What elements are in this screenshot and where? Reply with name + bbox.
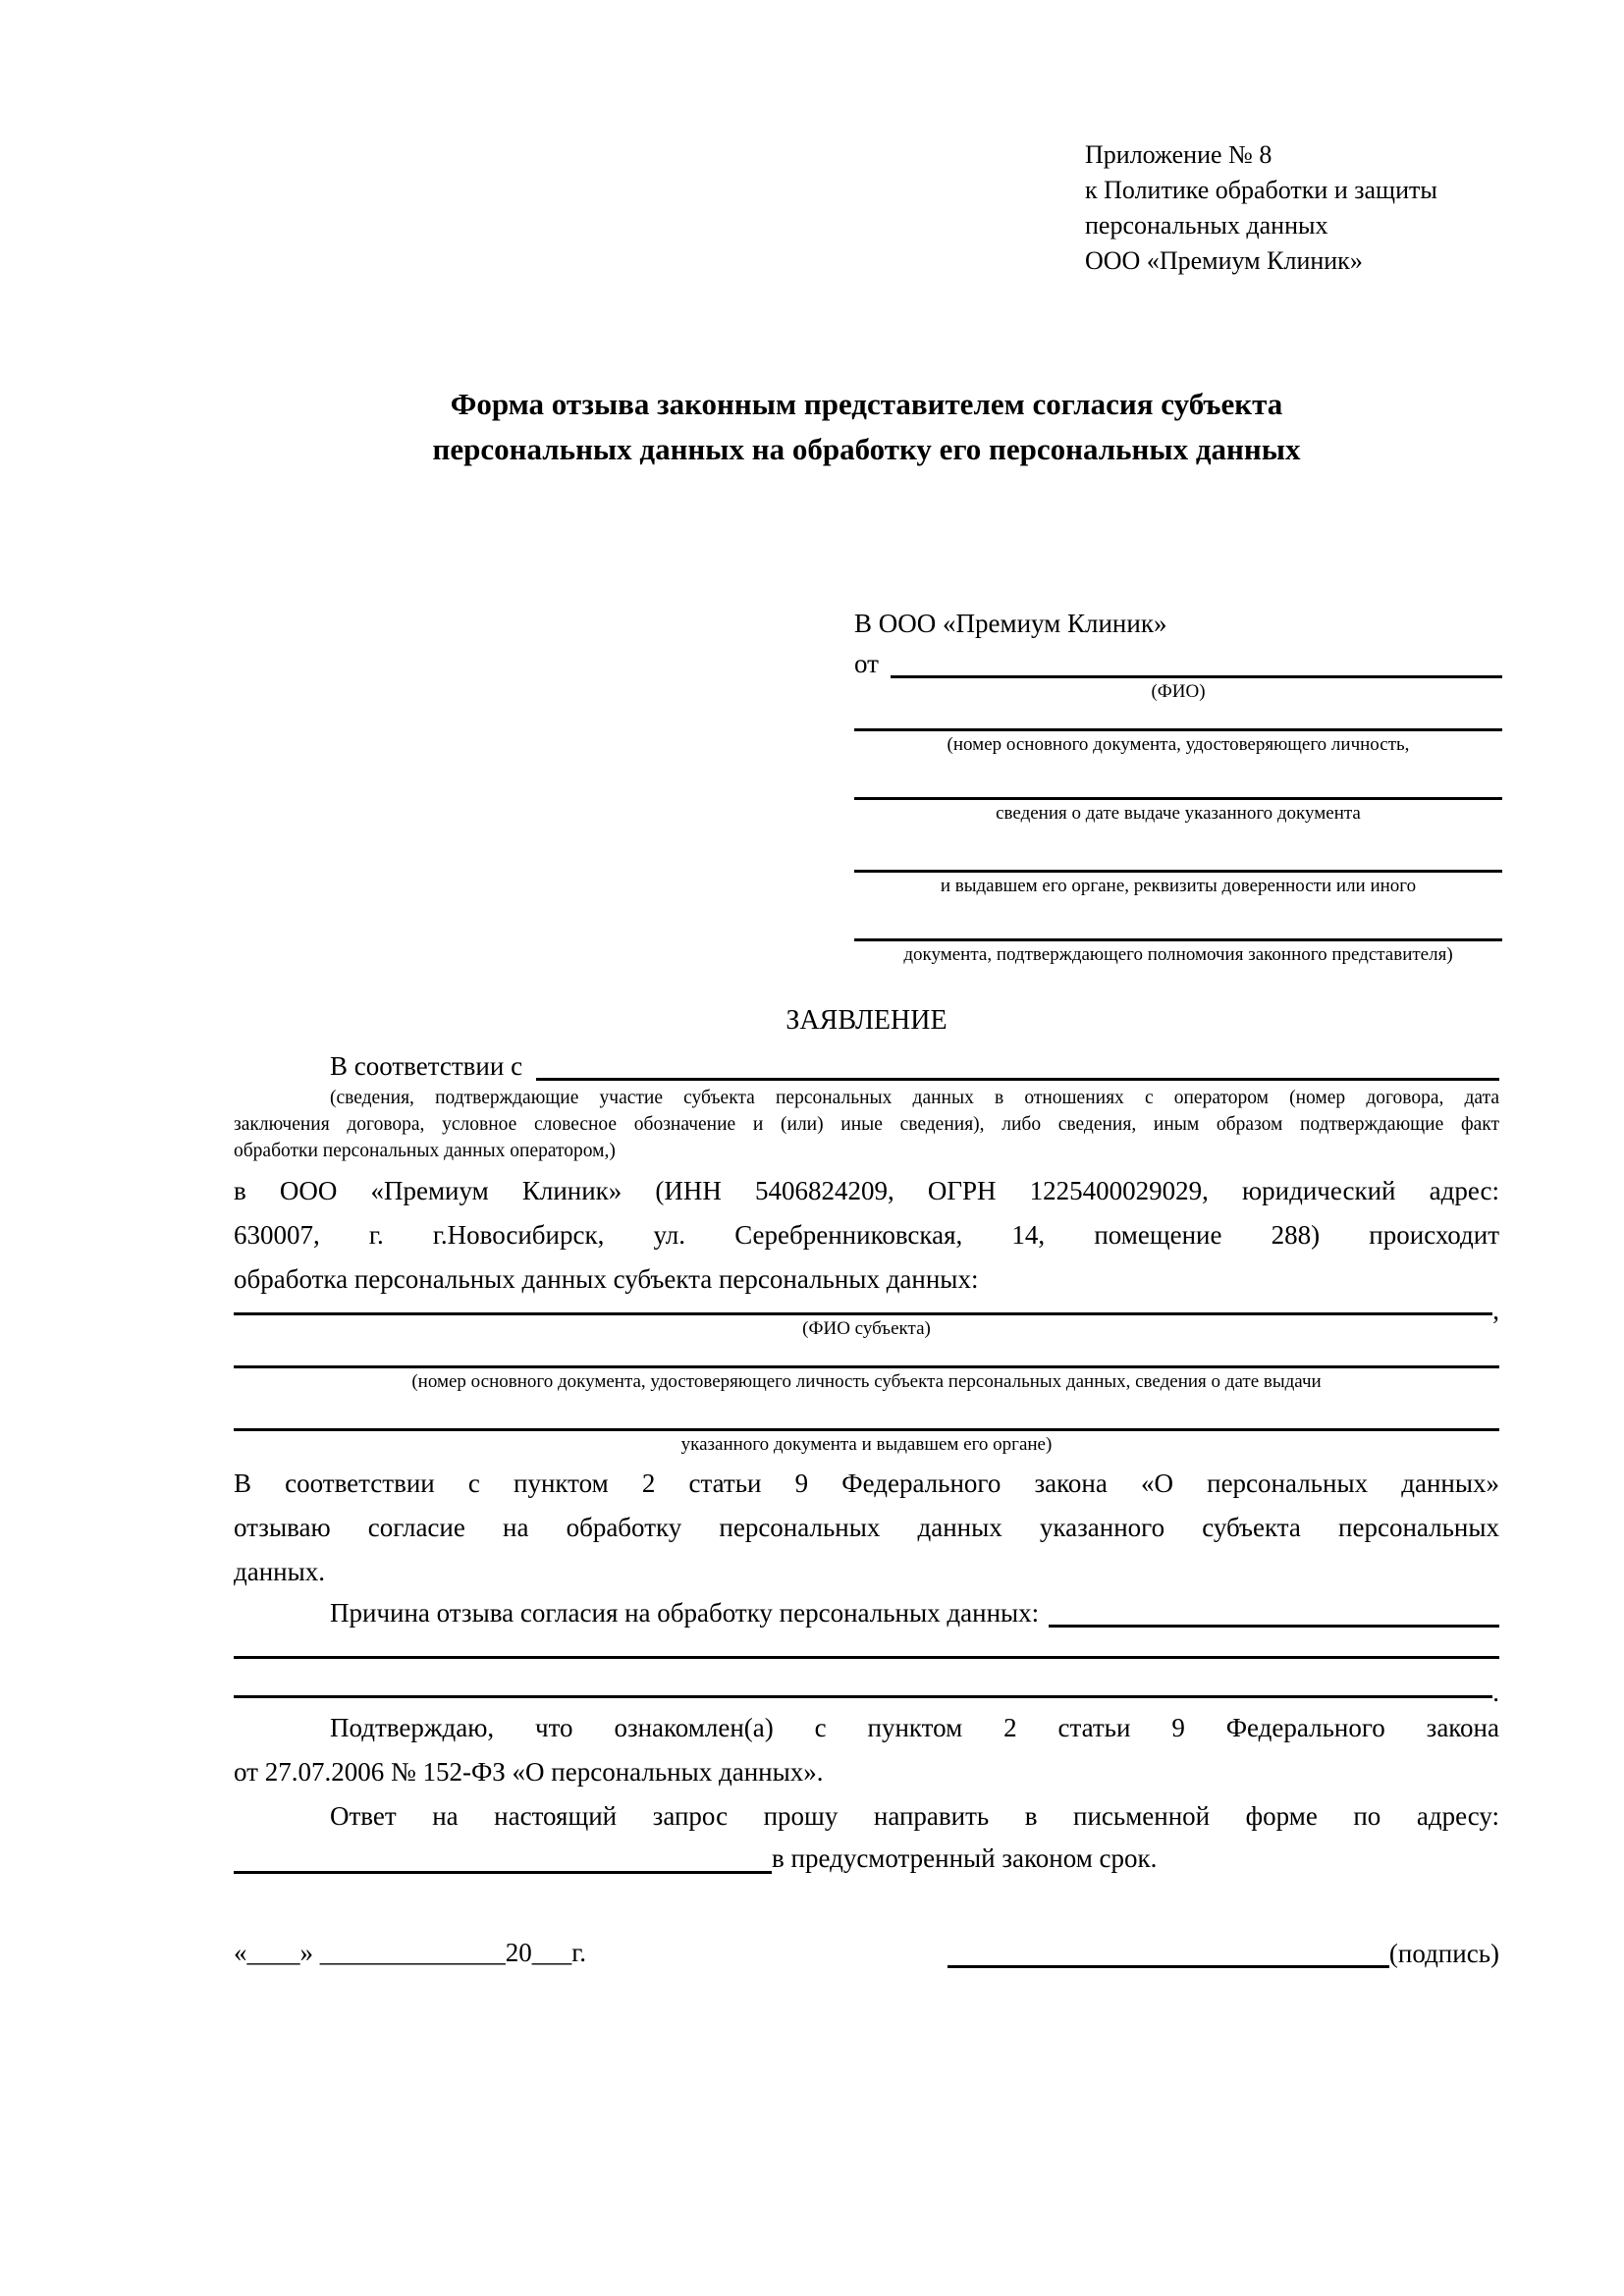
representative-doc-blank-4 — [854, 898, 1502, 941]
operator-paragraph: в ООО «Премиум Клиник» (ИНН 5406824209, ОГРН 1225400029029, юридический адрес: 630007, г. г.Новосибирск, ул. Серебренниковская, 14, помещение 288) происходит обработка персональных данных субъекта персональных данных: — [234, 1176, 1499, 1294]
recipient-organization: В ООО «Премиум Клиник» — [854, 609, 1167, 638]
accordance-blank-line — [536, 1047, 1499, 1081]
subject-fio-row — [234, 1296, 1499, 1325]
reason-blank-line-2 — [234, 1628, 1499, 1659]
appendix-header: Приложение № 8 к Политике обработки и защиты персональных данных ООО «Премиум Клиник» — [1085, 140, 1437, 275]
subject-doc-caption-2: указанного документа и выдавшем его органе) — [680, 1434, 1053, 1455]
signature-blank-line — [947, 1939, 1389, 1968]
subject-doc-blank-1 — [234, 1341, 1499, 1368]
recipient-block — [854, 608, 1502, 967]
accordance-note: (сведения, подтверждающие участие субъекта персональных данных в отношениях с оператором (номер договора, дата заключения договора, условное словесное обозначение и (или) иные сведения), либо сведения, иным образом подтверждающие факт обработки персональных данных оператором,) — [234, 1088, 1499, 1161]
subject-fio-caption: (ФИО субъекта) — [802, 1318, 931, 1339]
reason-row — [234, 1594, 1499, 1628]
blank-caption-1: (номер основного документа, удостоверяющего личность, — [947, 734, 1410, 755]
subject-doc-blank-2 — [234, 1394, 1499, 1431]
representative-doc-blank-1 — [854, 704, 1502, 731]
subject-doc-caption-1: (номер основного документа, удостоверяющего личность субъекта персональных данных, сведения о дате выдачи — [411, 1371, 1322, 1392]
accordance-label: В соответствии с — [330, 1051, 523, 1081]
reply-address-blank-line — [234, 1839, 772, 1874]
reason-blank-row-3 — [234, 1659, 1499, 1707]
date-blank: «____» ______________20___г. — [234, 1938, 587, 1967]
blank-caption-4: документа, подтверждающего полномочия законного представителя) — [903, 944, 1453, 965]
signature-caption: (подпись) — [1388, 1939, 1499, 1968]
from-label: от — [854, 649, 879, 678]
representative-doc-blank-2 — [854, 757, 1502, 800]
footer-row — [234, 1937, 1499, 1968]
accordance-row — [234, 1047, 1499, 1081]
reason-blank-line — [1049, 1594, 1499, 1628]
from-row — [854, 645, 1502, 678]
reason-label: Причина отзыва согласия на обработку персональных данных: — [330, 1598, 1040, 1628]
reply-address-row — [234, 1839, 1499, 1874]
representative-doc-blank-3 — [854, 826, 1502, 873]
signature-group — [947, 1939, 1499, 1968]
fio-caption: (ФИО) — [1151, 681, 1206, 702]
reason-blank-line-3 — [234, 1659, 1492, 1698]
subject-fio-blank-line — [234, 1302, 1492, 1315]
reply-suffix: в предусмотренный законом срок. — [772, 1843, 1158, 1873]
blank-caption-3: и выдавшем его органе, реквизиты доверенности или иного — [940, 876, 1417, 896]
form-title: Форма отзыва законным представителем согласия субъекта персональных данных на обработку его персональных данных — [432, 387, 1301, 466]
reply-paragraph: Ответ на настоящий запрос прошу направить в письменной форме по адресу: — [330, 1801, 1499, 1831]
withdrawal-paragraph: В соответствии с пунктом 2 статьи 9 Федерального закона «О персональных данных» отзываю согласие на обработку персональных данных указанного субъекта персональных данных. — [234, 1468, 1499, 1586]
confirmation-paragraph: Подтверждаю, что ознакомлен(а) с пунктом 2 статьи 9 Федерального закона от 27.07.2006 № 152-ФЗ «О персональных данных». — [234, 1713, 1499, 1787]
period-suffix: . — [1492, 1678, 1499, 1707]
blank-caption-2: сведения о дате выдаче указанного документа — [996, 803, 1361, 824]
fio-blank-line — [891, 645, 1502, 678]
comma-suffix: , — [1492, 1296, 1499, 1325]
statement-heading: ЗАЯВЛЕНИЕ — [785, 1005, 947, 1036]
